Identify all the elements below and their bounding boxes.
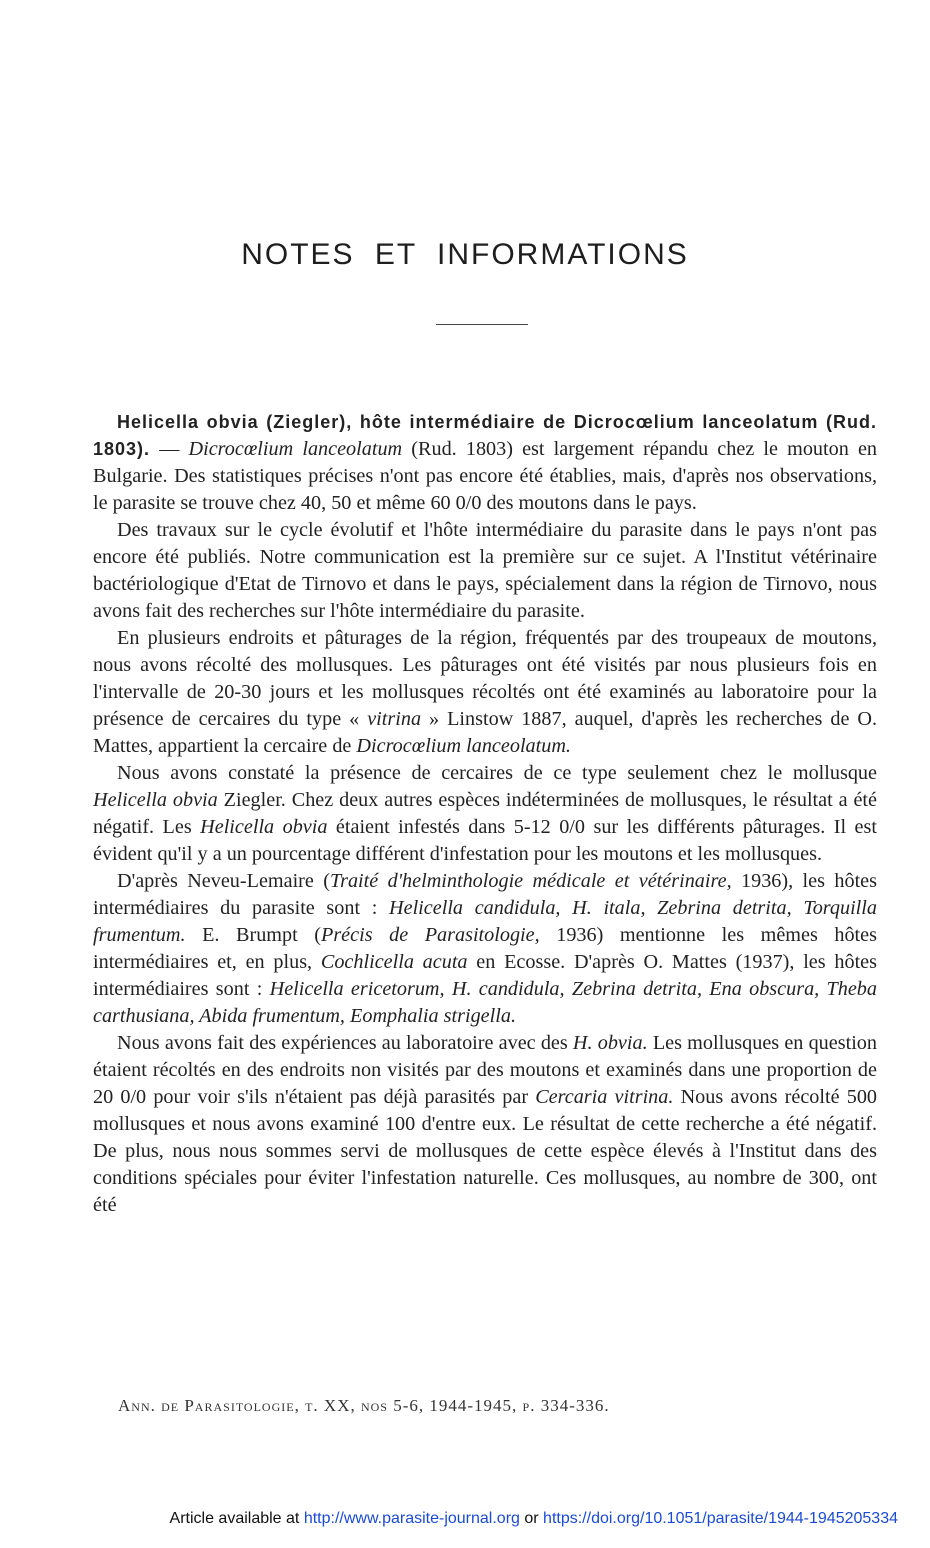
paragraph-1 [93, 409, 877, 517]
article-availability [0, 1510, 930, 1528]
species-name: Cochlicella acuta [320, 951, 468, 973]
text-run: D'après Neveu-Lemaire ( [117, 870, 330, 892]
text-run: — [150, 438, 189, 460]
text-run: 1936), les hôtes intermédiaires du parasite sont : [93, 870, 877, 919]
book-title: Précis de Parasitologie, [320, 924, 540, 946]
availability-or: or [519, 1510, 544, 1527]
paragraph-4 [93, 760, 877, 868]
species-name: H. obvia. [572, 1032, 648, 1054]
text-run: E. Brumpt ( [185, 924, 321, 946]
journal-reference-text: Ann. de Parasitologie, t. XX, nos 5-6, 1944-1945, p. 334-336. [118, 1396, 610, 1415]
text-run: Nous avons récolté 500 mollusques et nous avons examiné 100 d'entre eux. Le résultat de cette recherche a été négatif. De plus, nous nous sommes servi de mollusques de cette espèce élevés à l'Institut dans des conditions spéciales pour éviter l'infestation naturelle. Ces mollusques, au nombre de 300, ont été [93, 1086, 878, 1216]
paragraph-5 [93, 868, 877, 1030]
paragraph-3 [93, 625, 877, 760]
paragraph-2: Des travaux sur le cycle évolutif et l'hôte intermédiaire du parasite dans le pays n'ont pas encore été publiés. Notre communication est la première sur ce sujet. A l'Institut vétérinaire bactériologique d'Etat de Tirnovo et dans le pays, spécialement dans la région de Tirnovo, nous avons fait des recherches sur l'hôte intermédiaire du parasite. [93, 519, 877, 622]
article-heading: Helicella obvia (Ziegler), hôte intermédiaire de Dicrocœlium lanceolatum (Rud. 1803). [93, 412, 877, 459]
species-name: Helicella obvia [200, 816, 328, 838]
species-name: Helicella obvia [93, 789, 218, 811]
text-run: Nous avons constaté la présence de cercaires de ce type seulement chez le mollusque [117, 762, 877, 784]
text-run: Nous avons fait des expériences au laboratoire avec des [117, 1032, 573, 1054]
species-name: Dicrocœlium lanceolatum. [356, 735, 571, 757]
text-run: (Rud. 1803) est largement répandu chez le mouton en Bulgarie. Des statistiques précises n'ont pas encore été établies, mais, d'après nos observations, le parasite se trouve chez 40, 50 et même 60 0/0 des moutons dans le pays. [93, 438, 878, 514]
doi-link[interactable]: https://doi.org/10.1051/parasite/1944-1945205334 [543, 1510, 898, 1527]
journal-reference [118, 1396, 610, 1416]
text-run: 1936) mentionne les mêmes hôtes intermédiaires et, en plus, [93, 924, 877, 973]
book-title: Traité d'helminthologie médicale et vétérinaire, [329, 870, 732, 892]
article-body [93, 409, 877, 1219]
text-run: étaient infestés dans 5-12 0/0 sur les différents pâturages. Il est évident qu'il y a un pourcentage différent d'infestation pour les moutons et les mollusques. [93, 816, 877, 865]
text-run: En plusieurs endroits et pâturages de la région, fréquentés par des troupeaux de moutons, nous avons récolté des mollusques. Les pâturages ont été visités par nous plusieurs fois en l'intervalle de 20-30 jours et les mollusques récoltés ont été examinés au laboratoire pour la présence de cercaires du type « [93, 627, 877, 730]
species-name: vitrina [367, 708, 422, 730]
paragraph-6 [93, 1030, 877, 1219]
species-name: Dicrocœlium lanceolatum [188, 438, 403, 460]
availability-label: Article available at [169, 1510, 304, 1527]
title-divider [436, 324, 528, 325]
page-title: NOTES ET INFORMATIONS [241, 238, 689, 271]
species-name: Helicella ericetorum, H. candidula, Zebrina detrita, Ena obscura, Theba carthusiana, Abida frumentum, Eomphalia strigella. [93, 978, 877, 1027]
text-run: en Ecosse. D'après O. Mattes (1937), les hôtes intermédiaires sont : [93, 951, 877, 1000]
text-run: » Linstow 1887, auquel, d'après les recherches de O. Mattes, appartient la cercaire de [93, 708, 877, 757]
text-run: Ziegler. Chez deux autres espèces indéterminées de mollusques, le résultat a été négatif. Les [93, 789, 877, 838]
species-name: Helicella candidula, H. itala, Zebrina detrita, Torquilla frumentum. [93, 897, 877, 946]
journal-site-link[interactable]: http://www.parasite-journal.org [303, 1510, 520, 1527]
text-run: Les mollusques en question étaient récoltés en des endroits non visités par des moutons et examinés dans une proportion de 20 0/0 pour voir s'ils n'étaient pas déjà parasités par [93, 1032, 877, 1108]
species-name: Cercaria vitrina. [535, 1086, 674, 1108]
